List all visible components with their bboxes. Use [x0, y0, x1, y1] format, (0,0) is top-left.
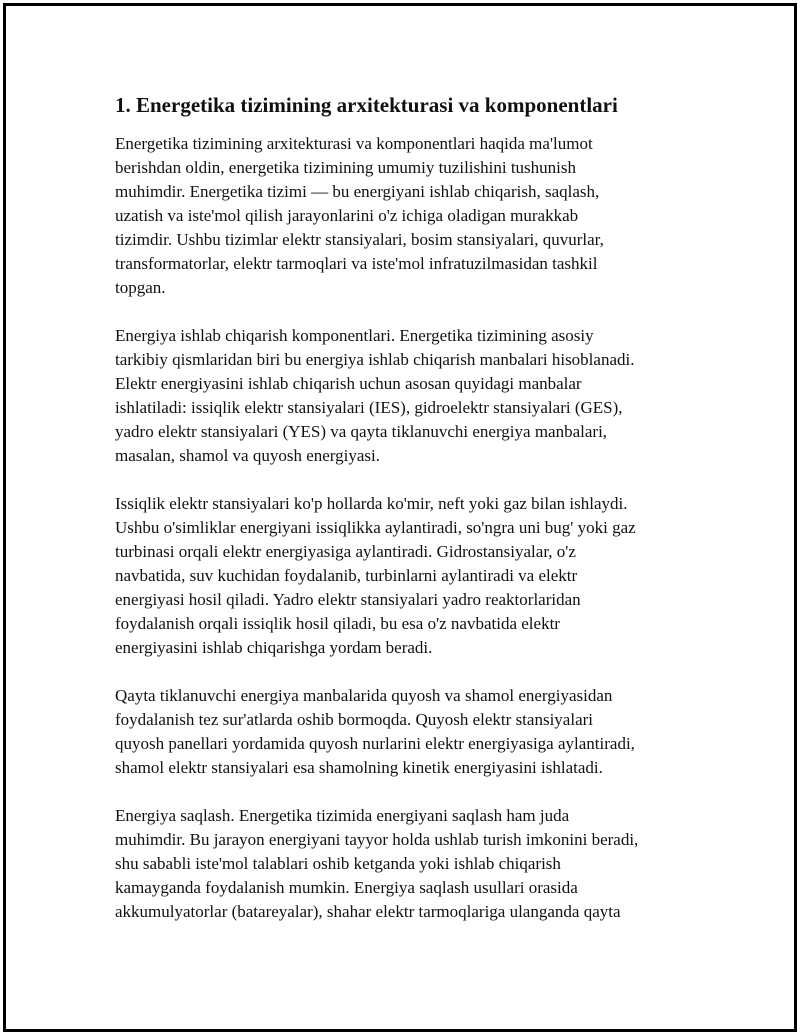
paragraph-thermal-plants	[115, 492, 695, 660]
text-line: quyosh panellari yordamida quyosh nurlarini elektr energiyasiga aylantiradi,	[115, 734, 635, 753]
text-line: akkumulyatorlar (batareyalar), shahar elektr tarmoqlariga ulanganda qayta	[115, 902, 621, 921]
text-line: Energiya ishlab chiqarish komponentlari. Energetika tizimining asosiy	[115, 326, 594, 345]
text-line: shamol elektr stansiyalari esa shamolning kinetik energiyasini ishlatadi.	[115, 758, 603, 777]
text-line: shu sababli iste'mol talablari oshib ketganda yoki ishlab chiqarish	[115, 854, 561, 873]
text-line: berishdan oldin, energetika tizimining umumiy tuzilishini tushunish	[115, 158, 577, 177]
text-line: masalan, shamol va quyosh energiyasi.	[115, 446, 381, 465]
text-line: Elektr energiyasini ishlab chiqarish uchun asosan quyidagi manbalar	[115, 374, 582, 393]
paragraph-renewables	[115, 684, 695, 780]
text-line: foydalanish orqali issiqlik hosil qiladi, bu esa o'z navbatida elektr	[115, 614, 560, 633]
text-line: Ushbu o'simliklar energiyani issiqlikka aylantiradi, so'ngra uni bug' yoki gaz	[115, 518, 636, 537]
text-line: muhimdir. Bu jarayon energiyani tayyor holda ushlab turish imkonini beradi,	[115, 830, 639, 849]
text-line: Qayta tiklanuvchi energiya manbalarida quyosh va shamol energiyasidan	[115, 686, 613, 705]
text-line: yadro elektr stansiyalari (YES) va qayta tiklanuvchi energiya manbalari,	[115, 422, 608, 441]
text-line: turbinasi orqali elektr energiyasiga aylantiradi. Gidrostansiyalar, o'z	[115, 542, 576, 561]
text-line: kamayganda foydalanish mumkin. Energiya saqlash usullari orasida	[115, 878, 578, 897]
paragraph-intro	[115, 132, 695, 300]
text-line: Issiqlik elektr stansiyalari ko'p hollarda ko'mir, neft yoki gaz bilan ishlaydi.	[115, 494, 628, 513]
text-line: Energiya saqlash. Energetika tizimida energiyani saqlash ham juda	[115, 806, 570, 825]
text-line: energiyasi hosil qiladi. Yadro elektr stansiyalari yadro reaktorlaridan	[115, 590, 581, 609]
text-line: tizimdir. Ushbu tizimlar elektr stansiyalari, bosim stansiyalari, quvurlar,	[115, 230, 604, 249]
text-line: topgan.	[115, 278, 166, 297]
text-line: Energetika tizimining arxitekturasi va komponentlari haqida ma'lumot	[115, 134, 593, 153]
text-line: transformatorlar, elektr tarmoqlari va iste'mol infratuzilmasidan tashkil	[115, 254, 598, 273]
paragraph-generation-components	[115, 324, 695, 468]
text-line: navbatida, suv kuchidan foydalanib, turbinlarni aylantiradi va elektr	[115, 566, 578, 585]
text-line: uzatish va iste'mol qilish jarayonlarini o'z ichiga oladigan murakkab	[115, 206, 579, 225]
text-line: ishlatiladi: issiqlik elektr stansiyalari (IES), gidroelektr stansiyalari (GES),	[115, 398, 623, 417]
text-line: foydalanish tez sur'atlarda oshib bormoqda. Quyosh elektr stansiyalari	[115, 710, 593, 729]
section-heading: 1. Energetika tizimining arxitekturasi va komponentlari	[115, 93, 618, 117]
text-line: energiyasini ishlab chiqarishga yordam beradi.	[115, 638, 433, 657]
document-body	[115, 90, 695, 948]
text-line: muhimdir. Energetika tizimi — bu energiyani ishlab chiqarish, saqlash,	[115, 182, 600, 201]
paragraph-energy-storage	[115, 804, 695, 924]
text-line: tarkibiy qismlaridan biri bu energiya ishlab chiqarish manbalari hisoblanadi.	[115, 350, 635, 369]
